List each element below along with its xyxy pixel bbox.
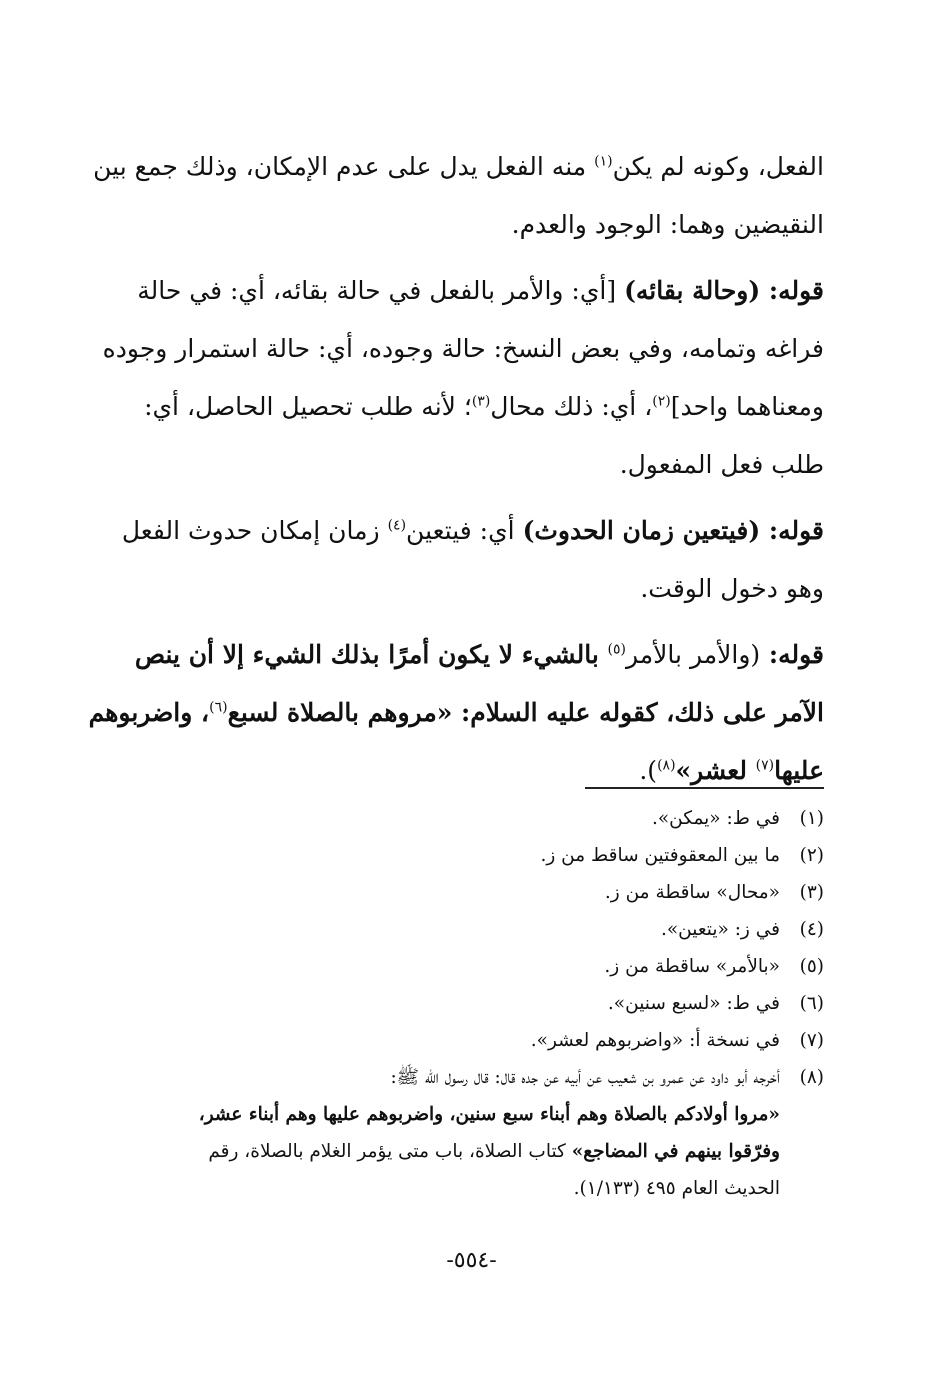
text-run: في ط: «لسبع سنين». — [607, 993, 780, 1014]
footnote-number: (٧) — [799, 1030, 824, 1051]
text-run: في ز: «يتعين». — [660, 919, 780, 940]
text-run: ما بين المعقوفتين ساقط من ز. — [540, 845, 780, 866]
footnote — [112, 800, 824, 837]
footnote-number: (٤) — [799, 919, 824, 940]
footnote-line — [112, 837, 780, 874]
text-line — [93, 138, 824, 196]
page-number: -٥٥٤- — [446, 1248, 497, 1273]
text-line — [112, 436, 824, 494]
bold-quote: وفرّقوا بينهم في المضاجع» — [571, 1141, 780, 1162]
footnotes — [112, 800, 824, 1207]
text-line — [112, 626, 824, 684]
text-run: الحديث العام ٤٩٥ (١/١٣٣). — [573, 1178, 780, 1199]
bold-quote: قوله: (فيتعين زمان الحدوث) — [522, 516, 824, 545]
footnote-text — [112, 948, 780, 985]
text-run: زمان إمكان حدوث الفعل — [121, 516, 388, 545]
text-run: أخرجه أبو داود عن عمرو بن شعيب عن أبيه عن جده قال: قال رسول الله ﷺ: — [390, 1067, 780, 1088]
text-run: «بالأمر» ساقطة من ز. — [604, 956, 780, 977]
text-line — [102, 320, 824, 378]
footnote-line — [112, 1022, 780, 1059]
text-run: منه الفعل يدل على عدم الإمكان، وذلك جمع بين — [93, 152, 595, 181]
footnote-ref-2: (٢) — [652, 393, 671, 410]
bold-quote: بالشيء لا يكون أمرًا بذلك الشيء إلا أن ينص — [134, 640, 608, 669]
paragraph-3 — [112, 502, 824, 618]
paragraph-1 — [93, 138, 824, 254]
bold-quote: قوله: (وحالة بقائه) — [624, 276, 824, 305]
footnote-line — [112, 985, 780, 1022]
text-run: ومعناهما واحد] — [670, 392, 824, 421]
footnote-text — [112, 911, 780, 948]
text-line — [112, 262, 824, 320]
footnote-number: (٥) — [799, 956, 824, 977]
text-run: وهو دخول الوقت. — [640, 574, 824, 603]
text-run: فراغه وتمامه، وفي بعض النسخ: حالة وجوده، أي: حالة استمرار وجوده — [102, 334, 824, 363]
footnote-text — [112, 874, 780, 911]
paragraph-4 — [88, 626, 824, 800]
footnote-ref-1: (١) — [594, 153, 613, 170]
footnote-text — [112, 1022, 780, 1059]
bold-quote: «مروا أولادكم بالصلاة وهم أبناء سبع سنين، واضربوهم عليها وهم أبناء عشر، — [198, 1104, 780, 1125]
text-run: ؛ لأنه طلب تحصيل الحاصل، أي: — [144, 392, 472, 421]
footnote-line — [112, 874, 780, 911]
text-line — [112, 742, 824, 800]
paragraph-2 — [102, 262, 824, 494]
footnote-ref-7: (٧) — [755, 757, 775, 774]
footnote-line — [112, 1059, 780, 1096]
footnote-number: (٦) — [799, 993, 824, 1014]
footnote — [112, 1059, 824, 1207]
text-run: الفعل، وكونه لم يكن — [612, 152, 824, 181]
footnote-number: (٢) — [799, 845, 824, 866]
footnote-number: (١) — [799, 808, 824, 829]
footnote-ref-4: (٤) — [387, 517, 407, 534]
text-run: النقيضين وهما: الوجود والعدم. — [511, 210, 824, 239]
footnote — [112, 985, 824, 1022]
footnote-text — [112, 837, 780, 874]
text-run: [أي: والأمر بالفعل في حالة بقائه، أي: في حالة — [137, 276, 625, 305]
text-run: ). — [639, 756, 658, 785]
bold-quote: الآمر على ذلك، كقوله عليه السلام: «مروهم بالصلاة لسبع — [227, 698, 824, 727]
bold-quote: عليها — [774, 756, 824, 785]
text-line — [112, 560, 824, 618]
footnote-ref-6: (٦) — [209, 699, 228, 716]
main-text — [88, 138, 824, 808]
text-line — [112, 502, 824, 560]
text-run: طلب فعل المفعول. — [619, 450, 824, 479]
text-run: ، أي: ذلك محال — [490, 392, 653, 421]
text-run: «محال» ساقطة من ز. — [604, 882, 780, 903]
footnote-line — [112, 1133, 780, 1170]
text-run: (والأمر بالأمر — [625, 640, 761, 669]
footnote-number: (٨) — [799, 1067, 824, 1088]
footnote-ref-3: (٣) — [471, 393, 491, 410]
footnote-text — [112, 985, 780, 1022]
text-line — [88, 684, 824, 742]
footnote-ref-8: (٨) — [657, 757, 676, 774]
text-run: أي: فيتعين — [406, 516, 523, 545]
text-run: في نسخة أ: «واضربوهم لعشر». — [530, 1030, 780, 1051]
footnote-line — [112, 948, 780, 985]
footnote-ref-5: (٥) — [607, 641, 626, 658]
bold-quote: قوله: — [760, 640, 824, 669]
text-line — [112, 378, 824, 436]
footnote — [112, 911, 824, 948]
text-run: كتاب الصلاة، باب متى يؤمر الغلام بالصلاة، رقم — [208, 1141, 572, 1162]
footnote-line — [112, 1170, 780, 1207]
bold-quote: لعشر» — [675, 756, 756, 785]
footnote-separator — [585, 787, 824, 789]
text-line — [112, 196, 824, 254]
footnote — [112, 1022, 824, 1059]
footnote — [112, 874, 824, 911]
footnote-line — [112, 1096, 780, 1133]
footnote-line — [112, 911, 780, 948]
footnote-line — [112, 800, 780, 837]
footnote-text — [112, 800, 780, 837]
bold-quote: ، واضربوهم — [88, 698, 210, 727]
text-run: في ط: «يمكن». — [651, 808, 780, 829]
footnote — [112, 948, 824, 985]
footnote-number: (٣) — [799, 882, 824, 903]
footnote — [112, 837, 824, 874]
footnote-text — [112, 1059, 780, 1207]
